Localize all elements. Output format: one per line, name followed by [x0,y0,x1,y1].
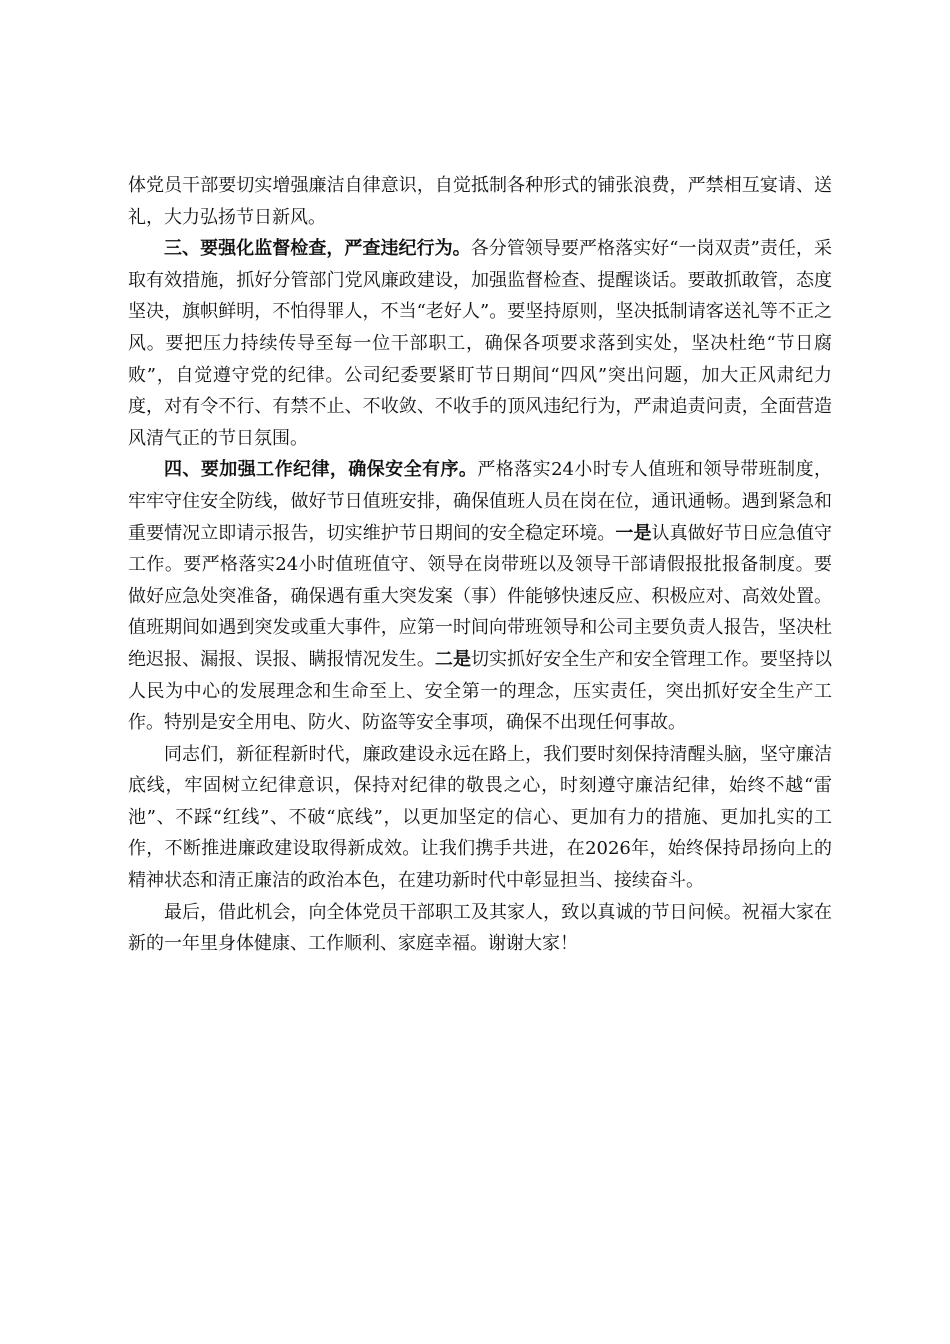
paragraph-5-text: 最后，借此机会，向全体党员干部职工及其家人，致以真诚的节日问候。祝福大家在新的一年里身体健康、工作顺利、家庭幸福。谢谢大家！ [128,901,832,955]
paragraph-4-text: 同志们，新征程新时代，廉政建设永远在路上，我们要时刻保持清醒头脑，坚守廉洁底线，牢固树立纪律意识，保持对纪律的敬畏之心，时刻遵守廉洁纪律，始终不越“雷池”、不踩“红线”、不破“底线”，以更加坚定的信心、更加有力的措施、更加扎实的工作，不断推进廉政建设取得新成效。让我们携手共进，在2026年，始终保持昂扬向上的精神状态和清正廉洁的政治本色，在建功新时代中彰显担当、接续奋斗。 [128,743,832,892]
section-four-heading: 四、要加强工作纪律，确保安全有序。 [164,459,478,481]
paragraph-3 [128,454,832,738]
sub-item-two-text: 切实抓好安全生产和安全管理工作。要坚持以人民为中心的发展理念和生命至上、安全第一的理念，压实责任，突出抓好安全生产工作。特别是安全用电、防火、防盗等安全事项，确保不出现任何事故。 [128,648,833,734]
paragraph-4 [128,739,832,897]
sub-item-one-label: 一是 [615,522,652,544]
paragraph-1 [128,170,832,233]
section-three-heading: 三、要强化监督检查，严查违纪行为。 [164,238,471,260]
paragraph-2 [128,233,832,454]
paragraph-2-text: 各分管领导要严格落实好“一岗双责”责任，采取有效措施，抓好分管部门党风廉政建设，加强监督检查、提醒谈话。要敢抓敢管，态度坚决，旗帜鲜明，不怕得罪人，不当“老好人”。要坚持原则，坚决抵制请客送礼等不正之风。要把压力持续传导至每一位干部职工，确保各项要求落到实处，坚决杜绝“节日腐败”，自觉遵守党的纪律。公司纪委要紧盯节日期间“四风”突出问题，加大正风肃纪力度，对有令不行、有禁不止、不收敛、不收手的顶风违纪行为，严肃追责问责，全面营造风清气正的节日氛围。 [128,238,832,449]
document-body [128,170,832,960]
paragraph-5 [128,897,832,960]
sub-item-one-text: 认真做好节日应急值守工作。要严格落实24小时值班值守、领导在岗带班以及领导干部请假报批报备制度。要做好应急处突准备，确保遇有重大突发案（事）件能够快速反应、积极应对、高效处置。值班期间如遇到突发或重大事件，应第一时间向带班领导和公司主要负责人报告，坚决杜绝迟报、漏报、误报、瞒报情况发生。 [128,522,833,670]
sub-item-two-label: 二是 [434,648,472,670]
paragraph-1-text: 体党员干部要切实增强廉洁自律意识，自觉抵制各种形式的铺张浪费，严禁相互宴请、送礼，大力弘扬节日新风。 [128,175,832,228]
paragraph-3-text: 严格落实24小时专人值班和领导带班制度，牢牢守住安全防线，做好节日值班安排，确保值班人员在岗在位，通讯通畅。遇到紧急和重要情况立即请示报告，切实维护节日期间的安全稳定环境。 [128,459,833,544]
